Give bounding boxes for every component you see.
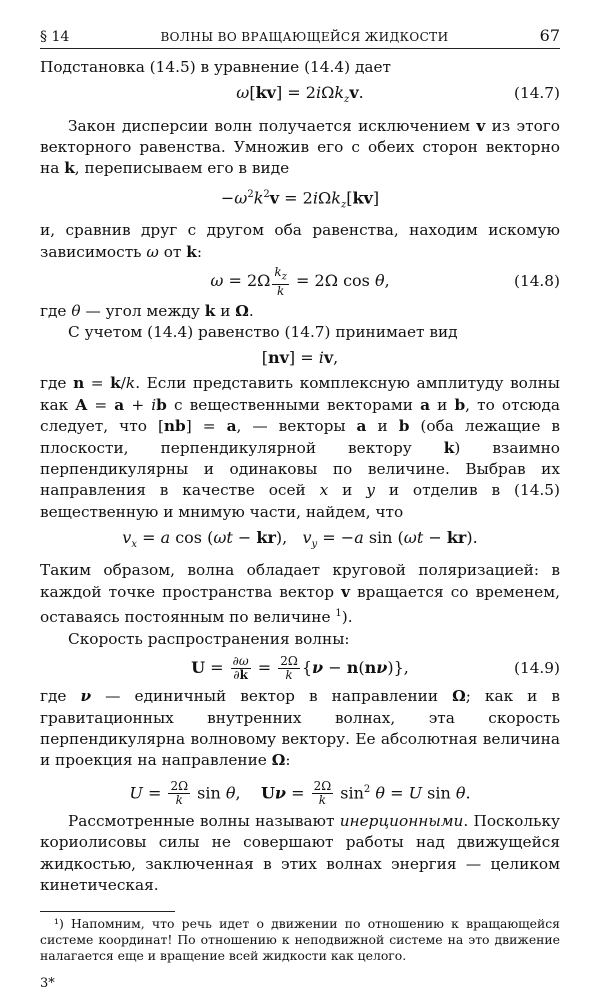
paragraph-3: и, сравнив друг с другом оба равенства, находим искомую зависимость ω от k: bbox=[40, 221, 560, 261]
equation-number: (14.8) bbox=[514, 272, 560, 291]
equation-14-7: ω[kv] = 2iΩk$_z$v. (14.7) bbox=[236, 83, 560, 106]
footnote: ¹) Напомним, что речь идет о движении по отношению к вращающейся системе координат! По отношению к неподвижной системе на это движение налагается еще и вращение всей жидкости как целого. bbox=[40, 915, 560, 963]
paragraph-7: Таким образом, волна обладает круговой поляризацией: в каждой точке пространства вектор v вращается со временем, оставаясь постоянным по величине $^1$). bbox=[40, 561, 560, 627]
paragraph-5: С учетом (14.4) равенство (14.7) принимает вид bbox=[68, 322, 458, 341]
page-number: 67 bbox=[539, 26, 560, 45]
paragraph-10: Рассмотренные волны называют инерционными. Поскольку кориолисовы силы не совершают работы над движущейся жидкостью, заключенная в этих волнах энергия — целиком кинетическая. bbox=[40, 812, 561, 895]
equation-a: $-\omega^2k^2v = 2i\Omega k_z[kv]$ bbox=[220, 188, 380, 211]
paragraph-1: Подстановка (14.5) в уравнение (14.4) дает bbox=[40, 58, 391, 76]
text-body bbox=[40, 57, 560, 897]
equation-d: U = $\frac{2\Omega}{k}$ sin θ, Uν = $\frac{2\Omega}{k}$ $\sin^2 \theta = U$ sin θ. bbox=[129, 779, 471, 808]
paragraph-9: где ν — единичный вектор в направлении Ω; как и в гравитационных внутренних волнах, эта скорость перпендикулярна волновому вектору. Ее абсолютная величина и проекция на направление Ω: bbox=[40, 687, 560, 770]
equation-14-9: U = $\frac{\partial\omega}{\partial k}$ = $\frac{2\Omega}{k}$ {ν − n(nν)}, (14.9) bbox=[191, 654, 560, 683]
paragraph-6: где n = k/k. Если представить комплексную амплитуду волны как A = a + ib с вещественными векторами a и b, то отсюда следует, что [nb] = a, — векторы a и b (оба лежащие в плоскости, перпендикулярной вектору k) взаимно перпендикулярны и одинаковы по величине. Выбрав их направления в качестве осей x и y и отделив в (14.5) вещественную и мнимую части, найдем, что bbox=[40, 374, 560, 521]
section-label: § 14 bbox=[40, 29, 70, 45]
running-title: ВОЛНЫ ВО ВРАЩАЮЩЕЙСЯ ЖИДКОСТИ bbox=[160, 30, 449, 44]
equation-number: (14.7) bbox=[514, 84, 560, 103]
running-header bbox=[40, 26, 560, 49]
equation-number: (14.9) bbox=[514, 659, 560, 678]
footnote-separator bbox=[40, 911, 175, 912]
page bbox=[40, 26, 560, 991]
paragraph-2: Закон дисперсии волн получается исключением v из этого векторного равенства. Умножив его с обеих сторон векторно на k, переписываем его в виде bbox=[40, 116, 560, 178]
paragraph-4: где θ — угол между k и Ω. bbox=[40, 301, 254, 320]
paragraph-8: Скорость распространения волны: bbox=[68, 629, 350, 648]
equation-b: [nv] = iv, bbox=[261, 348, 339, 368]
signature-mark: 3* bbox=[40, 975, 55, 991]
equation-c: $v_x = a$ cos (ωt − kr), $v_y = -a$ sin (ωt − kr). bbox=[122, 528, 478, 551]
equation-14-8: ω = 2Ω $\frac{k_z}{k}$ = 2Ω cos θ, (14.8) bbox=[210, 265, 560, 298]
